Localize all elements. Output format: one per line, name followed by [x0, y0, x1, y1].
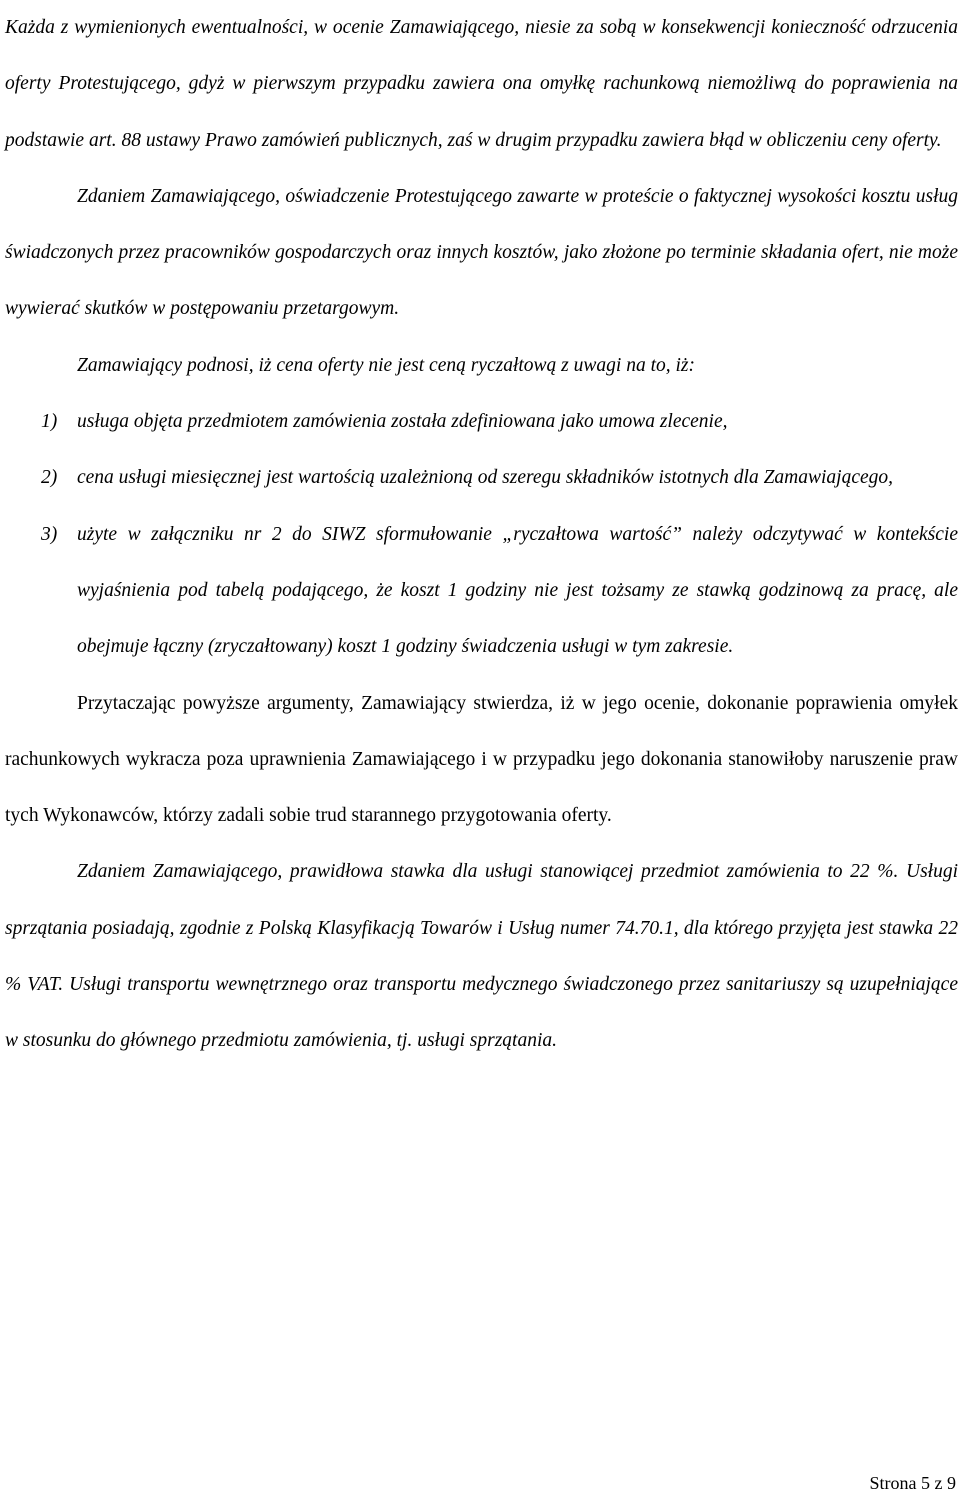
- list-item: [5, 507, 958, 676]
- paragraph-5: Zdaniem Zamawiającego, prawidłowa stawka dla usługi stanowiącej przedmiot zamówienia to 22 %. Usługi sprzątania posiadają, zgodnie z Polską Klasyfikacją Towarów i Usług numer 74.70.1, dla którego przyjęta jest stawka 22 % VAT. Usługi transportu wewnętrznego oraz transportu medycznego świadczonego przez sanitariuszy są uzupełniające w stosunku do głównego przedmiotu zamówienia, tj. usługi sprzątania.: [5, 861, 958, 1052]
- list-item-text: użyte w załączniku nr 2 do SIWZ sformułowanie „ryczałtowa wartość” należy odczytywać w kontekście wyjaśnienia pod tabelą podającego, że koszt 1 godziny nie jest tożsamy ze stawką godzinową za pracę, ale obejmuje łączny (zryczałtowany) koszt 1 godziny świadczenia usługi w tym zakresie.: [77, 523, 958, 658]
- argument-list: [5, 394, 958, 675]
- paragraph-3: Zamawiający podnosi, iż cena oferty nie jest ceną ryczałtową z uwagi na to, iż:: [77, 354, 695, 376]
- list-item: [5, 450, 958, 506]
- list-item-text: cena usługi miesięcznej jest wartością uzależnioną od szeregu składników istotnych dla Zamawiającego,: [77, 467, 894, 489]
- paragraph-4: Przytaczając powyższe argumenty, Zamawiający stwierdza, iż w jego ocenie, dokonanie poprawienia omyłek rachunkowych wykracza poza uprawnienia Zamawiającego i w przypadku jego dokonania stanowiłoby naruszenie praw tych Wykonawców, którzy zadali sobie trud starannego przygotowania oferty.: [5, 692, 958, 827]
- list-item-text: usługa objęta przedmiotem zamówienia została zdefiniowana jako umowa zlecenie,: [77, 411, 728, 433]
- list-item-number: 3): [41, 523, 58, 545]
- list-item-number: 2): [41, 467, 58, 489]
- list-item: [5, 394, 958, 450]
- document-page: [5, 0, 958, 1070]
- paragraph-1: Każda z wymienionych ewentualności, w ocenie Zamawiającego, niesie za sobą w konsekwencji konieczność odrzucenia oferty Protestującego, gdyż w pierwszym przypadku zawiera ona omyłkę rachunkową niemożliwą do poprawienia na podstawie art. 88 ustawy Prawo zamówień publicznych, zaś w drugim przypadku zawiera błąd w obliczeniu ceny oferty.: [5, 17, 958, 151]
- paragraph-2: Zdaniem Zamawiającego, oświadczenie Protestującego zawarte w proteście o faktycznej wysokości kosztu usług świadczonych przez pracowników gospodarczych oraz innych kosztów, jako złożone po terminie składania ofert, nie może wywierać skutków w postępowaniu przetargowym.: [5, 185, 958, 320]
- list-item-number: 1): [41, 411, 58, 433]
- page-number: Strona 5 z 9: [869, 1473, 956, 1493]
